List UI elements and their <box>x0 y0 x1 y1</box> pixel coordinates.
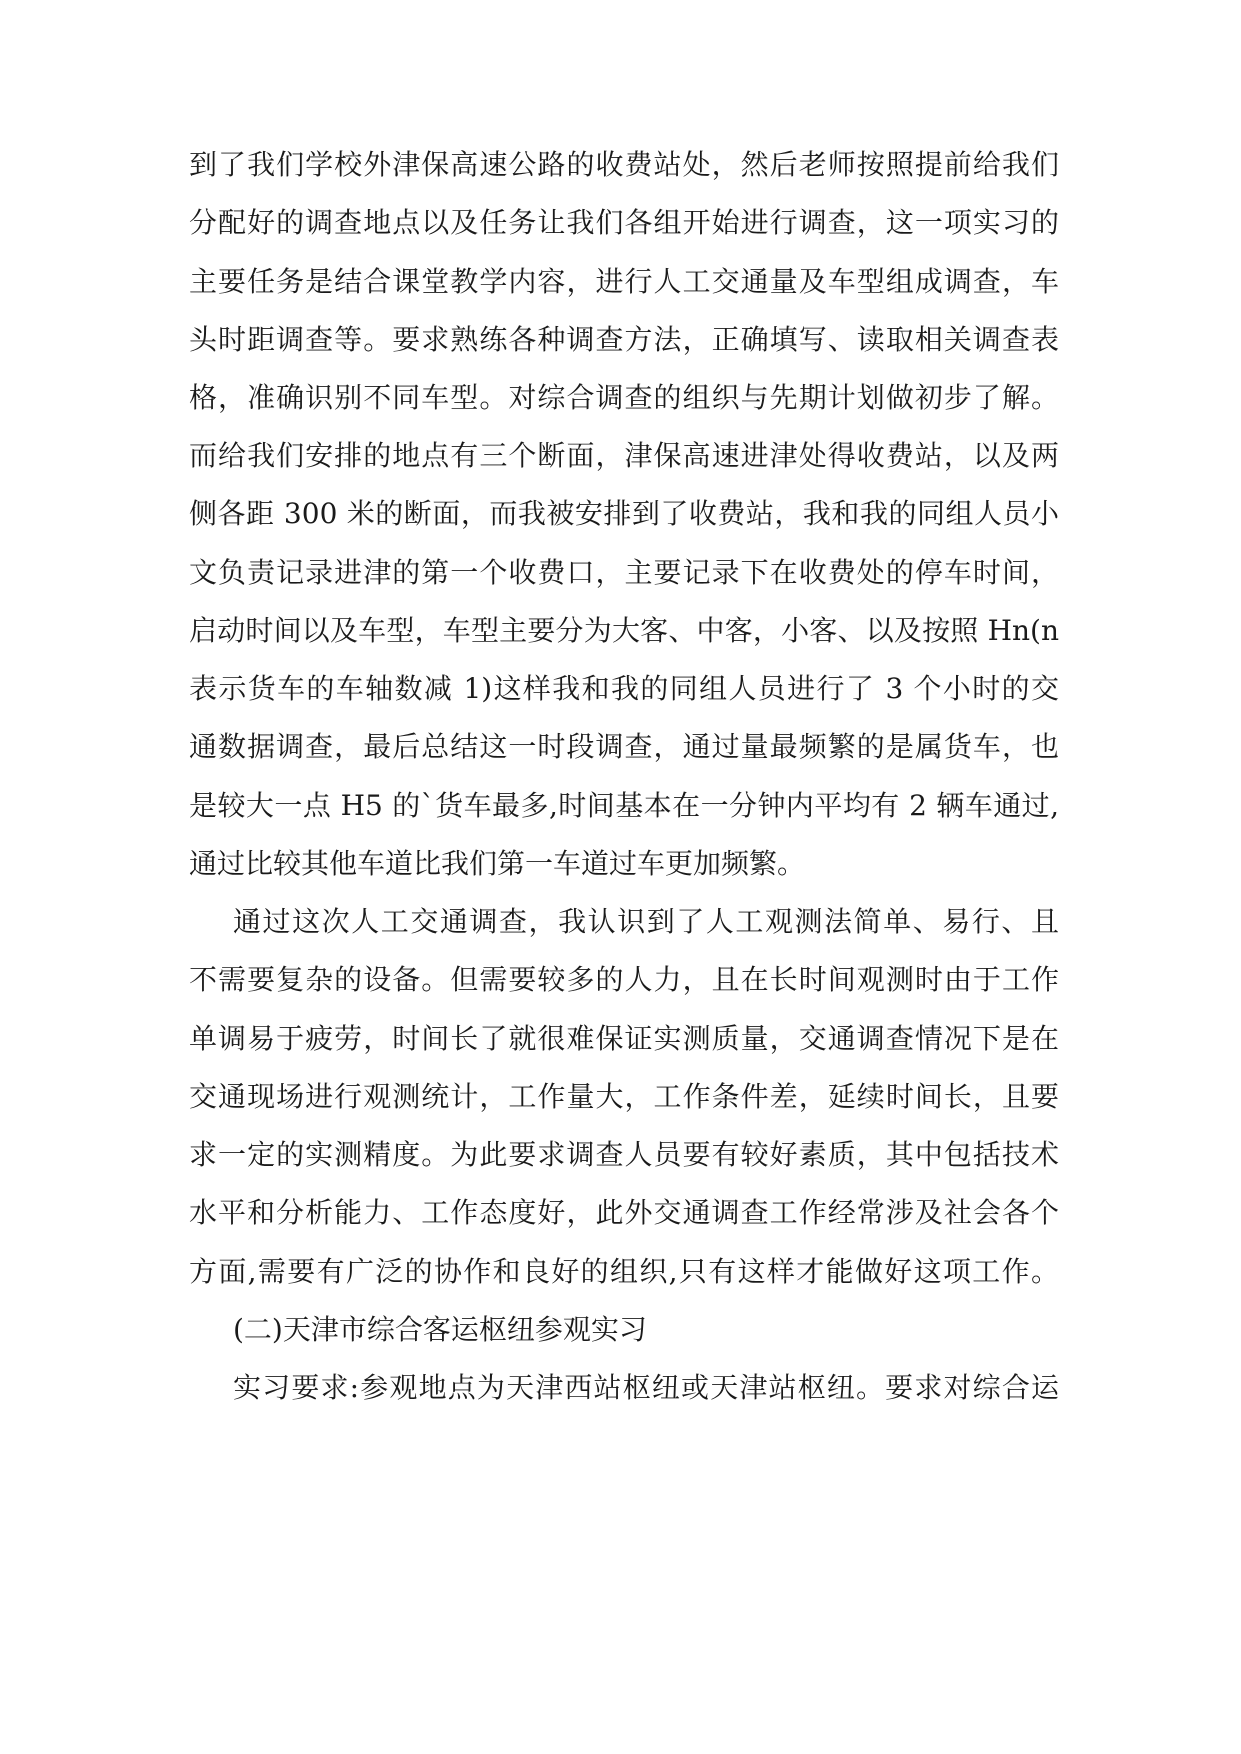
text-line: 而给我们安排的地点有三个断面，津保高速进津处得收费站，以及两 <box>189 439 1059 472</box>
text-line: 通过比较其他车道比我们第一车道过车更加频繁。 <box>189 847 806 880</box>
text-line: 文负责记录进津的第一个收费口，主要记录下在收费处的停车时间， <box>189 556 1059 589</box>
text-line: 到了我们学校外津保高速公路的收费站处，然后老师按照提前给我们 <box>189 148 1059 181</box>
text-line: 分配好的调查地点以及任务让我们各组开始进行调查，这一项实习的 <box>189 206 1059 239</box>
text-line: 是较大一点 H5 的`货车最多,时间基本在一分钟内平均有 2 辆车通过, <box>189 789 1059 822</box>
text-line: 求一定的实测精度。为此要求调查人员要有较好素质，其中包括技术 <box>189 1138 1059 1171</box>
text-line: 格，准确识别不同车型。对综合调查的组织与先期计划做初步了解。 <box>189 381 1059 414</box>
text-line: 不需要复杂的设备。但需要较多的人力，且在长时间观测时由于工作 <box>189 963 1059 996</box>
paragraph-first-line: 通过这次人工交通调查，我认识到了人工观测法简单、易行、且 <box>233 905 1059 938</box>
text-line: 交通现场进行观测统计，工作量大，工作条件差，延续时间长，且要 <box>189 1080 1059 1113</box>
section-heading: (二)天津市综合客运枢纽参观实习 <box>233 1313 647 1346</box>
text-line: 方面,需要有广泛的协作和良好的组织,只有这样才能做好这项工作。 <box>189 1255 1059 1288</box>
text-line: 头时距调查等。要求熟练各种调查方法，正确填写、读取相关调查表 <box>189 323 1059 356</box>
text-line: 主要任务是结合课堂教学内容，进行人工交通量及车型组成调查，车 <box>189 265 1059 298</box>
text-line: 表示货车的车轴数减 1)这样我和我的同组人员进行了 3 个小时的交 <box>189 672 1059 705</box>
paragraph-first-line: 实习要求:参观地点为天津西站枢纽或天津站枢纽。要求对综合运 <box>233 1371 1059 1404</box>
text-line: 水平和分析能力、工作态度好，此外交通调查工作经常涉及社会各个 <box>189 1196 1059 1229</box>
text-line: 单调易于疲劳，时间长了就很难保证实测质量，交通调查情况下是在 <box>189 1022 1059 1055</box>
text-line: 侧各距 300 米的断面，而我被安排到了收费站，我和我的同组人员小 <box>189 497 1059 530</box>
text-line: 通数据调查，最后总结这一时段调查，通过量最频繁的是属货车，也 <box>189 730 1059 763</box>
text-line: 启动时间以及车型，车型主要分为大客、中客，小客、以及按照 Hn(n <box>189 614 1059 647</box>
